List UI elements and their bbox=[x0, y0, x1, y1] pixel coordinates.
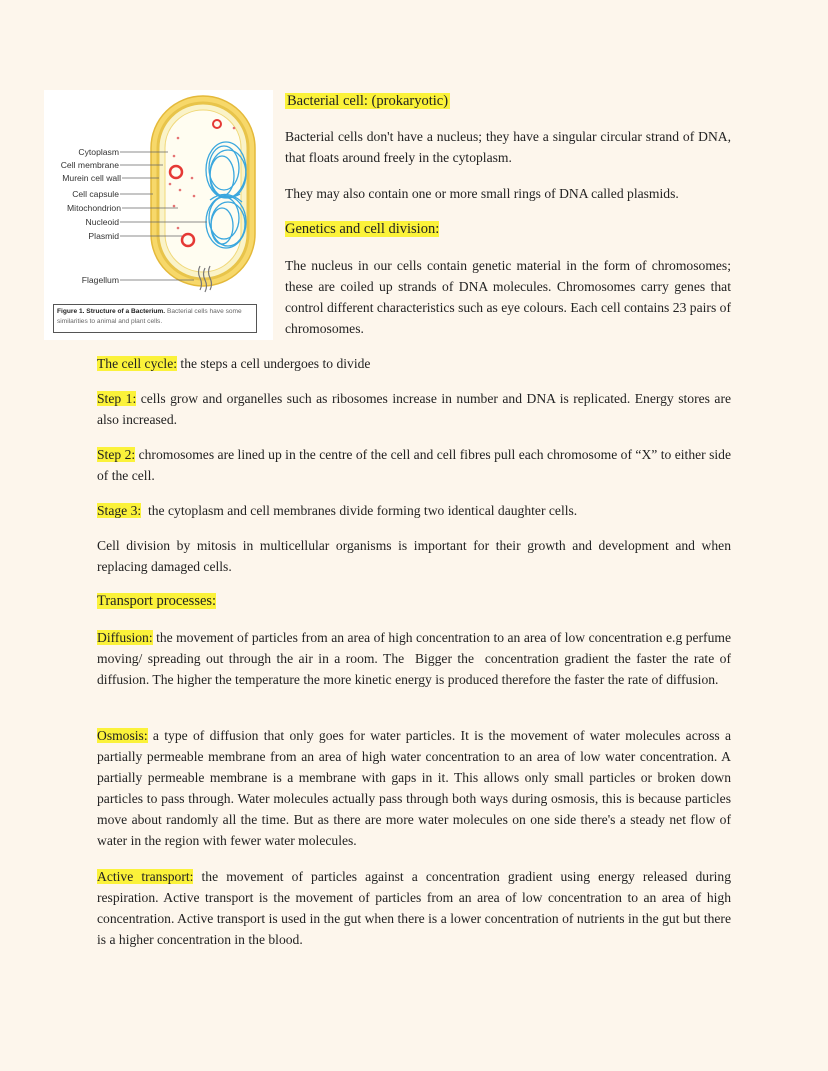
transport-heading: Transport processes: bbox=[97, 593, 217, 609]
cell-cycle-text: the steps a cell undergoes to divide bbox=[177, 356, 371, 371]
step2-label: Step 2: bbox=[97, 447, 136, 462]
caption-text: Bacterial cells have some similarities to animal and plant cells. bbox=[57, 308, 242, 325]
stage3-paragraph bbox=[97, 500, 731, 521]
diffusion-label: Diffusion: bbox=[97, 630, 153, 645]
bacterium-figure bbox=[44, 90, 273, 340]
cell-cycle-label: The cell cycle: bbox=[97, 356, 178, 371]
genetics-paragraph: The nucleus in our cells contain genetic material in the form of chromosomes; these are coiled up strands of DNA molecules. Chromosomes carry genes that control different characteristics such as eye colours. Each cell contains 23 pairs of chromosomes. bbox=[285, 258, 731, 336]
stage3-text: the cytoplasm and cell membranes divide forming two identical daughter cells. bbox=[141, 503, 578, 518]
osmosis-paragraph bbox=[97, 725, 731, 851]
label-cell-capsule: Cell capsule bbox=[72, 189, 119, 199]
diffusion-paragraph bbox=[97, 627, 735, 690]
step2-paragraph bbox=[97, 444, 731, 486]
mitosis-paragraph: Cell division by mitosis in multicellular organisms is important for their growth and development and when replacing damaged cells. bbox=[97, 538, 731, 574]
osmosis-text: a type of diffusion that only goes for water particles. It is the movement of water molecules across a partially permeable membrane from an area of high water concentration to an area of low water concentration. A partially permeable membrane is a membrane with gaps in it. This allows only small particles or broken down particles to pass through. Water molecules actually pass through both ways during osmosis, this is because particles move about randomly all the time. But as there are more water molecules on one side there's a steady net flow of water in the region with fewer water molecules. bbox=[97, 728, 731, 848]
label-mitochondrion: Mitochondrion bbox=[67, 203, 121, 213]
bacterial-heading-block bbox=[285, 91, 731, 112]
label-cytoplasm: Cytoplasm bbox=[78, 147, 119, 157]
figure-caption bbox=[53, 304, 257, 333]
active-transport-text: the movement of particles against a concentration gradient using energy released during respiration. Active transport is the movement of particles from an area of low concentration to an area of high concentration. Active transport is used in the gut when there is a lower concentration of nutrients in the gut but there is a higher concentration in the blood. bbox=[97, 869, 732, 947]
step1-label: Step 1: bbox=[97, 391, 137, 406]
cell-cycle-paragraph bbox=[97, 353, 731, 374]
osmosis-label: Osmosis: bbox=[97, 728, 148, 743]
diffusion-text: the movement of particles from an area of high concentration to an area of low concentration e.g perfume moving/ spreading out through the air in a room. The Bigger the concentration gradient the faster the rate of diffusion. The higher the temperature the more kinetic energy is produced therefore the faster the rate of diffusion. bbox=[97, 630, 735, 687]
step2-text: chromosomes are lined up in the centre of the cell and cell fibres pull each chromosome of “X” to either side of the cell. bbox=[97, 447, 732, 483]
bacterial-paragraph-1: Bacterial cells don't have a nucleus; they have a singular circular strand of DNA, that floats around freely in the cytoplasm. bbox=[285, 129, 731, 165]
active-transport-label: Active transport: bbox=[97, 869, 194, 884]
label-plasmid: Plasmid bbox=[88, 231, 119, 241]
step1-text: cells grow and organelles such as ribosomes increase in number and DNA is replicated. Energy stores are also increased. bbox=[97, 391, 732, 427]
step1-paragraph bbox=[97, 388, 731, 430]
genetics-heading: Genetics and cell division: bbox=[285, 221, 440, 237]
caption-title: Figure 1. Structure of a Bacterium. bbox=[57, 308, 166, 315]
label-flagellum: Flagellum bbox=[81, 275, 119, 285]
label-nucleoid: Nucleoid bbox=[85, 217, 119, 227]
label-murein-cell-wall: Murein cell wall bbox=[62, 173, 121, 183]
label-cell-membrane: Cell membrane bbox=[60, 160, 119, 170]
stage3-label: Stage 3: bbox=[97, 503, 142, 518]
bacterial-heading: Bacterial cell: (prokaryotic) bbox=[287, 93, 449, 109]
active-transport-paragraph bbox=[97, 866, 731, 950]
bacterial-paragraph-2: They may also contain one or more small rings of DNA called plasmids. bbox=[285, 186, 679, 201]
